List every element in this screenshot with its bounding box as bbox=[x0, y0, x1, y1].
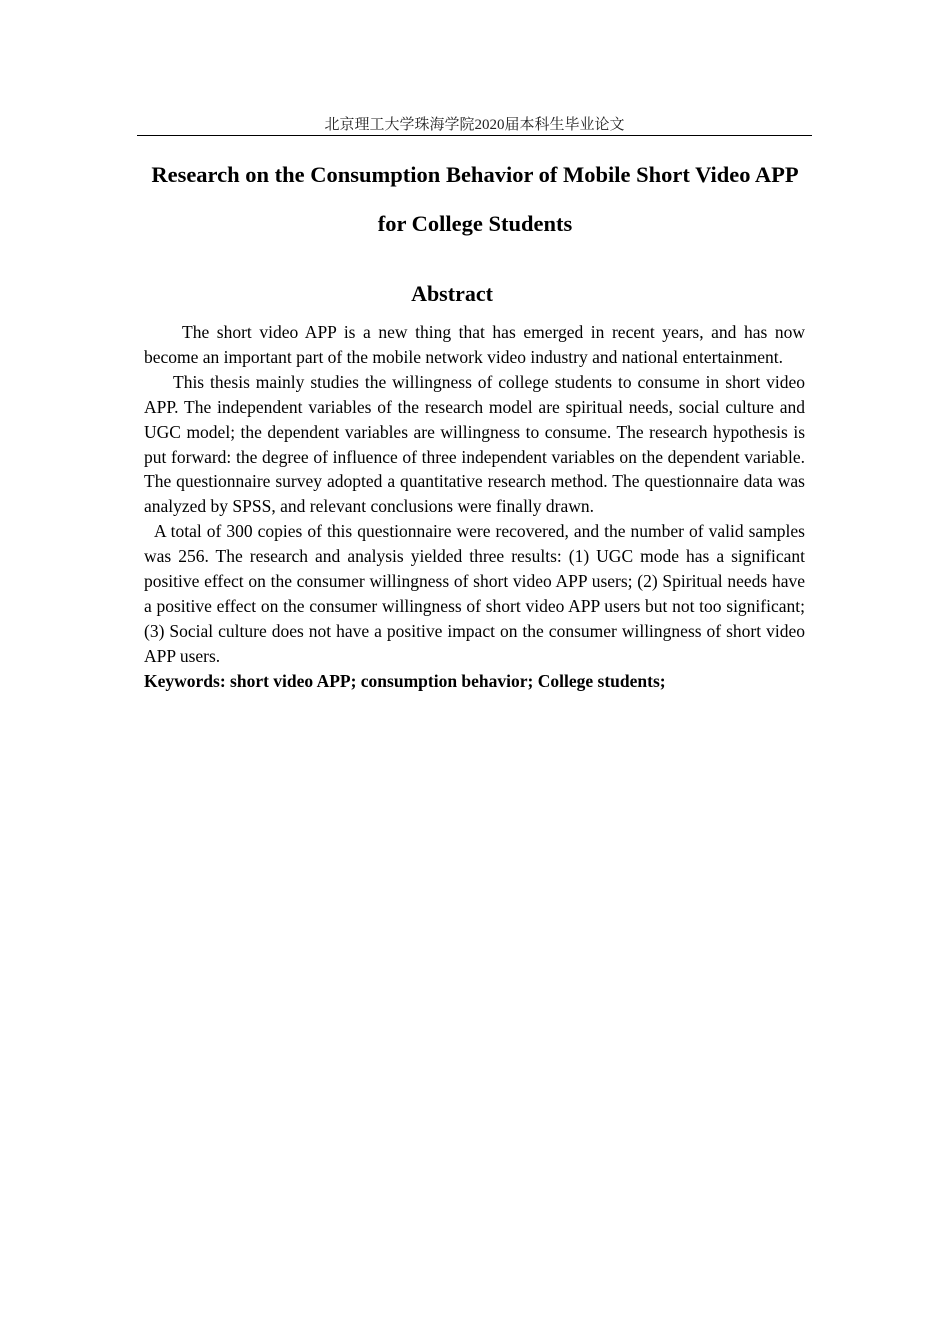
abstract-paragraph-2: This thesis mainly studies the willingness of college students to consume in short video APP. The independent variables of the research model are spiritual needs, social culture and UGC model; the dependent variables are willingness to consume. The research hypothesis is put forward: the degree of influence of three independent variables on the dependent variable. The questionnaire survey adopted a quantitative research method. The questionnaire data was analyzed by SPSS, and relevant conclusions were finally drawn. bbox=[144, 371, 805, 517]
abstract-body bbox=[144, 320, 805, 694]
header-rule bbox=[137, 135, 812, 136]
running-header: 北京理工大学珠海学院2020届本科生毕业论文 bbox=[324, 117, 625, 133]
paper-title: Research on the Consumption Behavior of Mobile Short Video APP for College Students bbox=[151, 162, 799, 236]
abstract-heading: Abstract bbox=[411, 281, 493, 306]
abstract-paragraph-1: The short video APP is a new thing that has emerged in recent years, and has now become an important part of the mobile network video industry and national entertainment. bbox=[144, 322, 805, 367]
keywords-line: Keywords: short video APP; consumption behavior; College students; bbox=[144, 670, 666, 691]
abstract-paragraph-3: A total of 300 copies of this questionnaire were recovered, and the number of valid samples was 256. The research and analysis yielded three results: (1) UGC mode has a significant positive effect on the consumer willingness of short video APP users; (2) Spiritual needs have a positive effect on the consumer willingness of short video APP users but not too significant; (3) Social culture does not have a positive impact on the consumer willingness of short video APP users. bbox=[144, 521, 805, 666]
